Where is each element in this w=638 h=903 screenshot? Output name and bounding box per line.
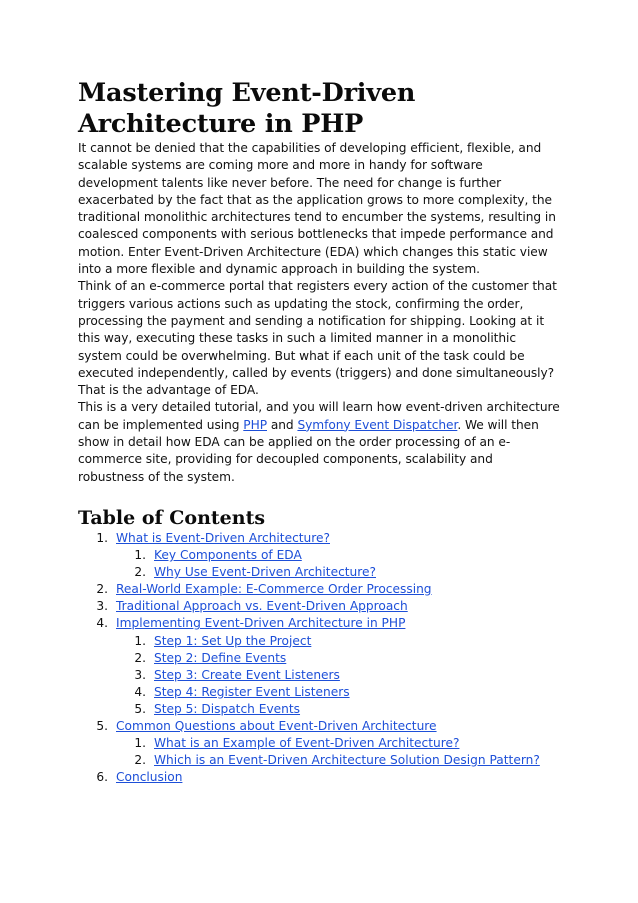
intro-body — [78, 140, 560, 486]
toc-subitem — [78, 752, 560, 769]
toc-link[interactable]: Conclusion — [116, 770, 183, 785]
toc-link[interactable]: Step 5: Dispatch Events — [154, 701, 301, 716]
toc-item — [78, 581, 560, 598]
toc-link[interactable]: Key Components of EDA — [154, 548, 302, 563]
toc-item-number: 4. — [134, 684, 146, 699]
toc-item — [78, 718, 560, 735]
toc-subitem — [78, 684, 560, 701]
toc-subitem — [78, 564, 560, 581]
toc-item — [78, 598, 560, 615]
toc-item — [78, 769, 560, 786]
symfony-event-dispatcher-link[interactable]: Symfony Event Dispatcher — [297, 417, 458, 432]
toc-link[interactable]: Common Questions about Event-Driven Architecture — [116, 718, 437, 733]
toc-item-number: 2. — [134, 753, 146, 768]
toc-item-number: 2. — [134, 650, 146, 665]
toc-link[interactable]: What is Event-Driven Architecture? — [116, 530, 330, 545]
toc-item — [78, 530, 560, 547]
toc-subitem — [78, 667, 560, 684]
toc-link[interactable]: Traditional Approach vs. Event-Driven Approach — [116, 599, 408, 614]
toc-subitem — [78, 633, 560, 650]
toc-link[interactable]: What is an Example of Event-Driven Architecture? — [154, 736, 460, 751]
table-of-contents — [78, 530, 560, 786]
toc-item-number: 2. — [134, 565, 146, 580]
toc-link[interactable]: Which is an Event-Driven Architecture Solution Design Pattern? — [154, 753, 540, 768]
paragraph-text: . We will then show in detail how EDA can be applied on the order processing of an e-commerce site, providing for decoupled components, scalability and robustness of the system. — [78, 417, 539, 484]
toc-item-number: 2. — [96, 582, 108, 597]
toc-subitem — [78, 547, 560, 564]
toc-item-number: 1. — [134, 736, 146, 751]
toc-item-number: 3. — [134, 667, 146, 682]
toc-link[interactable]: Step 3: Create Event Listeners — [154, 667, 340, 682]
toc-item-number: 4. — [96, 616, 108, 631]
paragraph-text: and — [267, 417, 298, 432]
toc-link[interactable]: Step 1: Set Up the Project — [154, 633, 312, 648]
toc-heading: Table of Contents — [78, 506, 266, 529]
toc-subitem — [78, 650, 560, 667]
toc-link[interactable]: Implementing Event-Driven Architecture in PHP — [116, 616, 406, 631]
intro-paragraph-2: Think of an e-commerce portal that registers every action of the customer that triggers various actions such as updating the stock, confirming the order, processing the payment and sending a notification for shipping. Looking at it this way, executing these tasks in such a limited manner in a monolithic system could be overwhelming. But what if each unit of the task could be executed independently, called by events (triggers) and done simultaneously? That is the advantage of EDA. — [78, 279, 557, 398]
toc-link[interactable]: Real-World Example: E-Commerce Order Processing — [116, 582, 432, 597]
toc-subitem — [78, 735, 560, 752]
page-title: Mastering Event-Driven Architecture in PHP — [78, 78, 416, 139]
toc-link[interactable]: Step 4: Register Event Listeners — [154, 684, 350, 699]
document-page — [78, 78, 560, 786]
toc-subitem — [78, 701, 560, 718]
php-link[interactable]: PHP — [243, 417, 267, 432]
toc-item-number: 5. — [96, 718, 108, 733]
toc-item-number: 1. — [96, 530, 108, 545]
intro-paragraph-1: It cannot be denied that the capabilities of developing efficient, flexible, and scalable systems are coming more and more in handy for software development talents like never before. The need for change is further exacerbated by the fact that as the application grows to more complexity, the traditional monolithic architectures tend to encumber the systems, resulting in coalesced components with serious bottlenecks that impede performance and motion. Enter Event-Driven Architecture (EDA) which changes this static view into a more flexible and dynamic approach in building the system. — [78, 141, 556, 277]
toc-item-number: 1. — [134, 633, 146, 648]
toc-link[interactable]: Why Use Event-Driven Architecture? — [154, 565, 376, 580]
toc-item-number: 1. — [134, 548, 146, 563]
intro-paragraph-3 — [78, 399, 560, 485]
paragraph-text: This is a very detailed tutorial, and you will learn how event-driven architecture can be implemented using — [78, 400, 560, 432]
toc-link[interactable]: Step 2: Define Events — [154, 650, 287, 665]
toc-item — [78, 615, 560, 632]
toc-item-number: 3. — [96, 599, 108, 614]
toc-item-number: 6. — [96, 770, 108, 785]
toc-item-number: 5. — [134, 701, 146, 716]
